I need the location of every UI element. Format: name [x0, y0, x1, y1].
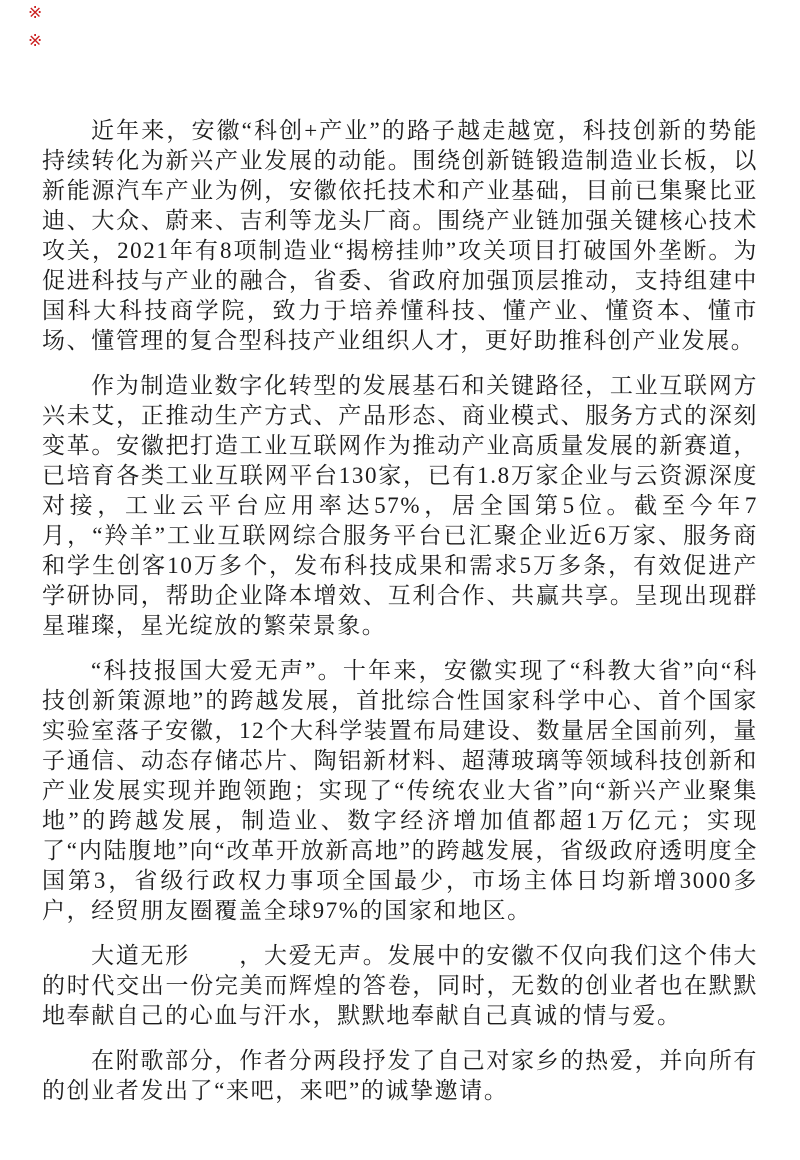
- red-reference-mark-icon: ※: [28, 3, 43, 22]
- paragraph-fuge-section: 在附歌部分，作者分两段抒发了自己对家乡的热爱，并向所有的创业者发出了“来吧，来吧”的诚挚邀请。: [42, 1048, 758, 1103]
- paragraph-dadao-wuxing: 大道无形 ，大爱无声。发展中的安徽不仅向我们这个伟大的时代交出一份完美而辉煌的答卷，同时，无数的创业者也在默默地奉献自己的心血与汗水，默默地奉献自己真诚的情与爱。: [42, 943, 758, 1028]
- paragraph-tech-serve-nation: “科技报国大爱无声”。十年来，安徽实现了“科教大省”向“科技创新策源地”的跨越发展，首批综合性国家科学中心、首个国家实验室落子安徽，12个大科学装置布局建设、数量居全国前列，量子通信、动态存储芯片、陶铝新材料、超薄玻璃等领域科技创新和产业发展实现并跑领跑；实现了“传统农业大省”向“新兴产业聚集地”的跨越发展，制造业、数字经济增加值都超1万亿元；实现了“内陆腹地”向“改革开放新高地”的跨越发展，省级政府透明度全国第3，省级行政权力事项全国最少，市场主体日均新增3000多户，经贸朋友圈覆盖全球97%的国家和地区。: [42, 658, 758, 923]
- paragraph-industrial-internet: 作为制造业数字化转型的发展基石和关键路径，工业互联网方兴未艾，正推动生产方式、产品形态、商业模式、服务方式的深刻变革。安徽把打造工业互联网作为推动产业高质量发展的新赛道，已培育各类工业互联网平台130家，已有1.8万家企业与云资源深度对接，工业云平台应用率达57%，居全国第5位。截至今年7月，“羚羊”工业互联网综合服务平台已汇聚企业近6万家、服务商和学生创客10万多个，发布科技成果和需求5万多条，有效促进产学研协同，帮助企业降本增效、互利合作、共赢共享。呈现出现群星璀璨，星光绽放的繁荣景象。: [42, 373, 758, 638]
- paragraph-keychuang-industry: 近年来，安徽“科创+产业”的路子越走越宽，科技创新的势能持续转化为新兴产业发展的动能。围绕创新链锻造制造业长板，以新能源汽车产业为例，安徽依托技术和产业基础，目前已集聚比亚迪、大众、蔚来、吉利等龙头厂商。围绕产业链加强关键核心技术攻关，2021年有8项制造业“揭榜挂帅”攻关项目打破国外垄断。为促进科技与产业的融合，省委、省政府加强顶层推动，支持组建中国科大科技商学院，致力于培养懂科技、懂产业、懂资本、懂市场、懂管理的复合型科技产业组织人才，更好助推科创产业发展。: [42, 118, 758, 353]
- margin-annotation-marks: [28, 2, 42, 51]
- red-reference-mark-icon: ※: [28, 31, 43, 50]
